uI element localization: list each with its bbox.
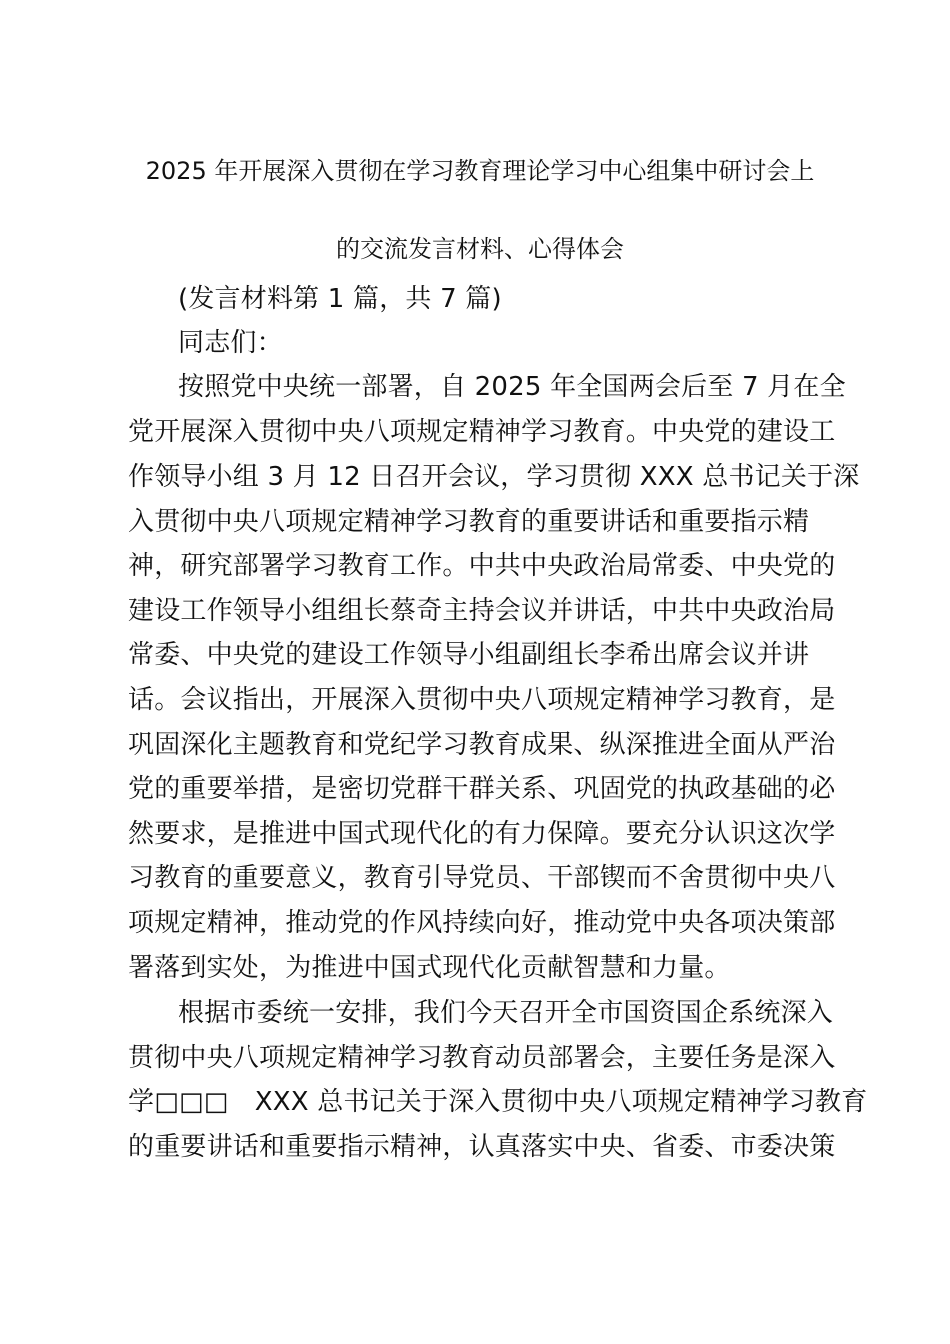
paragraph-2-line: 学□□□ XXX 总书记关于深入贯彻中央八项规定精神学习教育 <box>128 1087 868 1117</box>
paragraph-1-line: 按照党中央统一部署，自 2025 年全国两会后至 7 月在全 <box>178 372 846 402</box>
paragraph-2-line: 贯彻中央八项规定精神学习教育动员部署会，主要任务是深入 <box>128 1043 836 1073</box>
paragraph-2-line: 的重要讲话和重要指示精神，认真落实中央、省委、市委决策 <box>128 1132 836 1162</box>
paragraph-1-line: 然要求，是推进中国式现代化的有力保障。要充分认识这次学 <box>128 819 836 849</box>
document-title-line-2: 的交流发言材料、心得体会 <box>336 235 624 263</box>
paragraph-1-line: 署落到实处，为推进中国式现代化贡献智慧和力量。 <box>128 953 731 983</box>
paragraph-1-line: 党的重要举措，是密切党群干群关系、巩固党的执政基础的必 <box>128 774 836 804</box>
paragraph-1-line: 常委、中央党的建设工作领导小组副组长李希出席会议并讲 <box>128 640 810 670</box>
paragraph-2-line: 根据市委统一安排，我们今天召开全市国资国企系统深入 <box>178 998 834 1028</box>
salutation: 同志们： <box>178 328 283 358</box>
paragraph-1-line: 项规定精神，推动党的作风持续向好，推动党中央各项决策部 <box>128 908 836 938</box>
paragraph-1-line: 建设工作领导小组组长蔡奇主持会议并讲话，中共中央政治局 <box>128 596 836 626</box>
paragraph-1-line: 作领导小组 3 月 12 日召开会议，学习贯彻 XXX 总书记关于深 <box>128 462 860 492</box>
paragraph-1-line: 党开展深入贯彻中央八项规定精神学习教育。中央党的建设工 <box>128 417 836 447</box>
document-title-line-1: 2025 年开展深入贯彻在学习教育理论学习中心组集中研讨会上 <box>145 157 815 185</box>
paragraph-1-line: 入贯彻中央八项规定精神学习教育的重要讲话和重要指示精 <box>128 507 810 537</box>
paragraph-1-line: 习教育的重要意义，教育引导党员、干部锲而不舍贯彻中央八 <box>128 863 836 893</box>
paragraph-1-line: 神，研究部署学习教育工作。中共中央政治局常委、中央党的 <box>128 551 836 581</box>
paragraph-1-line: 话。会议指出，开展深入贯彻中央八项规定精神学习教育，是 <box>128 685 836 715</box>
paragraph-1-line: 巩固深化主题教育和党纪学习教育成果、纵深推进全面从严治 <box>128 730 836 760</box>
document-subtitle: (发言材料第 1 篇，共 7 篇) <box>178 284 502 314</box>
